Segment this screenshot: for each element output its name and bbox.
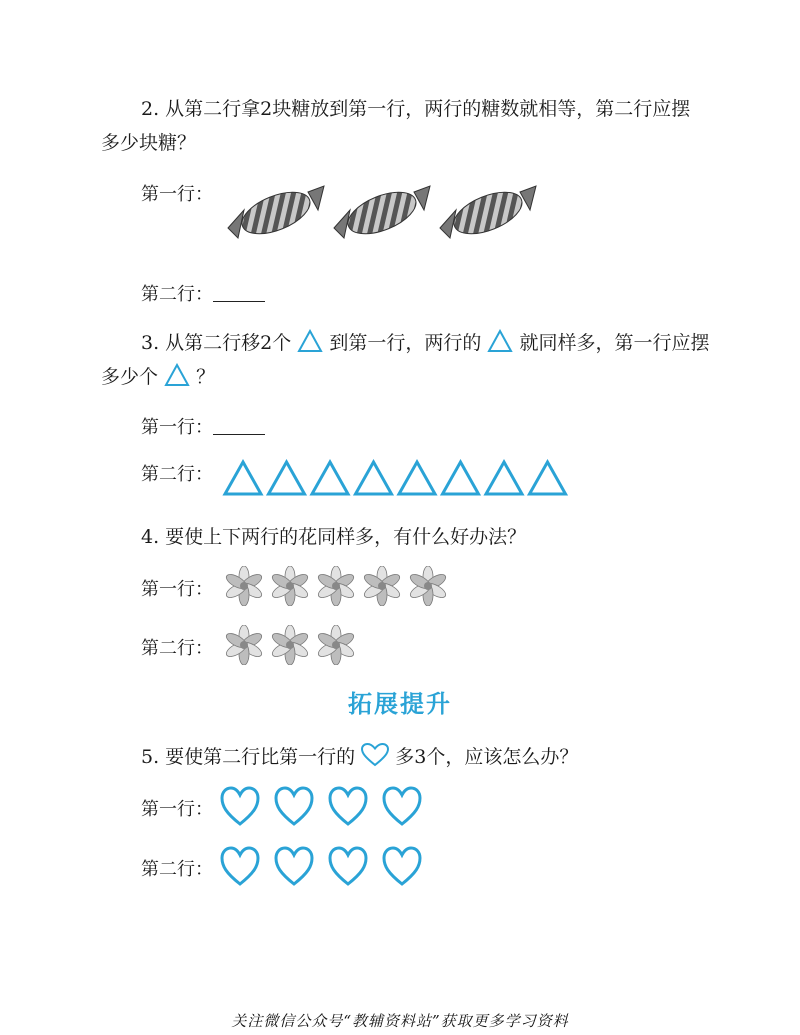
triangle-icon <box>530 462 566 494</box>
candy-row <box>226 180 538 242</box>
flower-icon <box>316 625 356 665</box>
flower-icon <box>316 566 356 606</box>
flower-icon <box>224 566 264 606</box>
question-5 <box>141 740 578 774</box>
candy-icon <box>438 180 538 242</box>
heart-icon <box>222 848 258 884</box>
q2-row2 <box>141 280 265 306</box>
heart-icon <box>276 788 312 824</box>
heart-icon <box>276 848 312 884</box>
triangle-icon <box>225 462 261 494</box>
triangle-icon <box>356 462 392 494</box>
triangle-icon <box>487 329 513 353</box>
question-2 <box>101 92 741 160</box>
q2-row2-label: 第二行： <box>141 284 213 305</box>
heart-icon <box>361 743 389 767</box>
candy-icon <box>332 180 432 242</box>
q2-row1 <box>141 180 213 206</box>
triangle-icon <box>443 462 479 494</box>
heart-row-2 <box>220 846 440 892</box>
section-title: 拓展提升 <box>348 690 452 718</box>
triangle-icon <box>297 329 323 353</box>
q5-row2-label: 第二行： <box>141 859 213 880</box>
q3-text-a: 3. 从第二行移2个 <box>141 332 292 354</box>
triangle-icon <box>312 462 348 494</box>
q3-row2 <box>141 460 213 486</box>
flower-row-2 <box>222 625 462 669</box>
flower-icon <box>270 566 310 606</box>
q4-row1 <box>141 575 213 601</box>
q3-text-d: 多少个 <box>101 366 159 388</box>
flower-icon <box>408 566 448 606</box>
flower-row-1-svg <box>222 566 462 606</box>
q3-text-b: 到第一行，两行的 <box>329 332 482 354</box>
q4-row2-label: 第二行： <box>141 638 213 659</box>
q5-text-b: 多3个，应该怎么办？ <box>395 746 579 768</box>
question-2-line2: 多少块糖？ <box>101 132 197 154</box>
heart-row-1-svg <box>220 786 440 828</box>
question-3-line1 <box>141 326 741 360</box>
flower-icon <box>362 566 402 606</box>
q2-row1-label: 第一行： <box>141 184 213 205</box>
heart-row-1 <box>220 786 440 832</box>
heart-icon <box>330 848 366 884</box>
candy-icon <box>226 180 326 242</box>
heart-icon <box>222 788 258 824</box>
triangle-row <box>221 458 571 502</box>
q3-answer-blank[interactable] <box>213 433 265 435</box>
question-2-line1: 2. 从第二行拿2块糖放到第一行，两行的糖数就相等，第二行应摆 <box>141 98 691 120</box>
q5-row1 <box>141 795 213 821</box>
heart-icon <box>384 848 420 884</box>
q3-row1-label: 第一行： <box>141 417 213 438</box>
question-4-text: 4. 要使上下两行的花同样多，有什么好办法？ <box>141 526 527 548</box>
flower-icon <box>270 625 310 665</box>
q5-row1-label: 第一行： <box>141 799 213 820</box>
q4-row2 <box>141 634 213 660</box>
q5-text-a: 5. 要使第二行比第一行的 <box>141 746 356 768</box>
flower-row-2-svg <box>222 625 462 665</box>
question-3 <box>101 326 741 394</box>
heart-icon <box>384 788 420 824</box>
q3-row2-label: 第二行： <box>141 464 213 485</box>
question-4 <box>141 520 526 554</box>
q2-answer-blank[interactable] <box>213 300 265 302</box>
q5-row2 <box>141 855 213 881</box>
triangle-icon <box>164 363 190 387</box>
triangle-row-svg <box>221 458 571 498</box>
triangle-icon <box>269 462 305 494</box>
heart-row-2-svg <box>220 846 440 888</box>
triangle-icon <box>486 462 522 494</box>
question-3-line2 <box>101 360 741 394</box>
footer-note: 关注微信公众号“教辅资料站”获取更多学习资料 <box>231 1012 569 1030</box>
q3-row1 <box>141 413 265 439</box>
q4-row1-label: 第一行： <box>141 579 213 600</box>
heart-icon <box>330 788 366 824</box>
flower-icon <box>224 625 264 665</box>
q3-text-e: ？ <box>196 366 216 388</box>
q3-text-c: 就同样多，第一行应摆 <box>519 332 710 354</box>
flower-row-1 <box>222 566 462 610</box>
triangle-icon <box>399 462 435 494</box>
